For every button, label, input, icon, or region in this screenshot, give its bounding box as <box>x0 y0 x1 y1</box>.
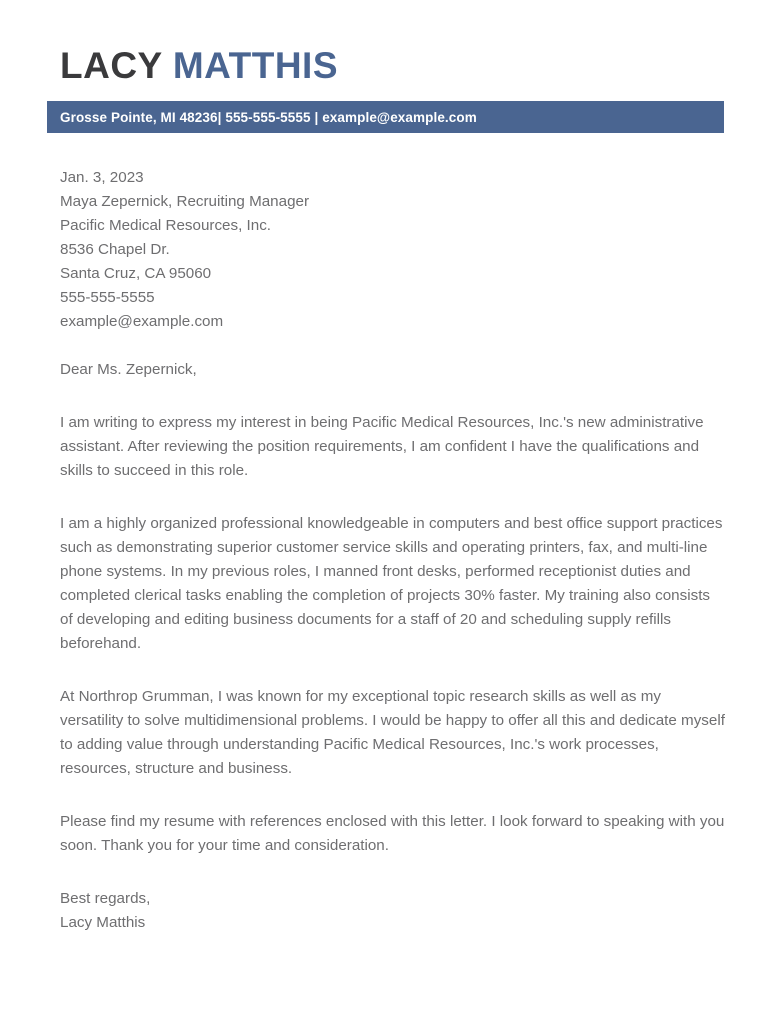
first-name: LACY <box>60 45 163 86</box>
body-paragraph-1: I am writing to express my interest in being Pacific Medical Resources, Inc.'s new administrative assistant. After reviewing the position requirements, I am confident I have the qualifications and skills to succeed in this role. <box>60 414 704 479</box>
recipient-phone: 555-555-5555 <box>60 289 155 306</box>
contact-bar <box>47 101 724 133</box>
closing-block <box>60 887 725 935</box>
salutation: Dear Ms. Zepernick, <box>60 361 197 378</box>
letter-date: Jan. 3, 2023 <box>60 169 144 186</box>
last-name: MATTHIS <box>172 45 339 86</box>
body-paragraph-3: At Northrop Grumman, I was known for my exceptional topic research skills as well as my versatility to solve multidimensional problems. I would be happy to offer all this and dedicate myself to adding value through understanding Pacific Medical Resources, Inc.'s work processes, resources, structure and business. <box>60 688 725 777</box>
body-paragraph-4: Please find my resume with references enclosed with this letter. I look forward to speaking with you soon. Thank you for your time and consideration. <box>60 813 725 854</box>
contact-bar-text: Grosse Pointe, MI 48236| 555-555-5555 | example@example.com <box>60 109 477 125</box>
signature-name: Lacy Matthis <box>60 914 146 931</box>
recipient-city-state-zip: Santa Cruz, CA 95060 <box>60 265 212 282</box>
letter-body <box>60 166 725 935</box>
recipient-address-block <box>60 166 725 334</box>
recipient-email: example@example.com <box>60 313 224 330</box>
valediction: Best regards, <box>60 890 151 907</box>
recipient-company: Pacific Medical Resources, Inc. <box>60 217 272 234</box>
page-title <box>60 44 338 88</box>
recipient-street: 8536 Chapel Dr. <box>60 241 170 258</box>
recipient-name: Maya Zepernick, Recruiting Manager <box>60 193 310 210</box>
body-paragraph-2: I am a highly organized professional knowledgeable in computers and best office support practices such as demonstrating superior customer service skills and operating printers, fax, and multi-line phone systems. In my previous roles, I manned front desks, performed receptionist duties and completed clerical tasks enabling the completion of projects 30% faster. My training also consists of developing and editing business documents for a staff of 20 and scheduling supply refills beforehand. <box>60 515 723 652</box>
